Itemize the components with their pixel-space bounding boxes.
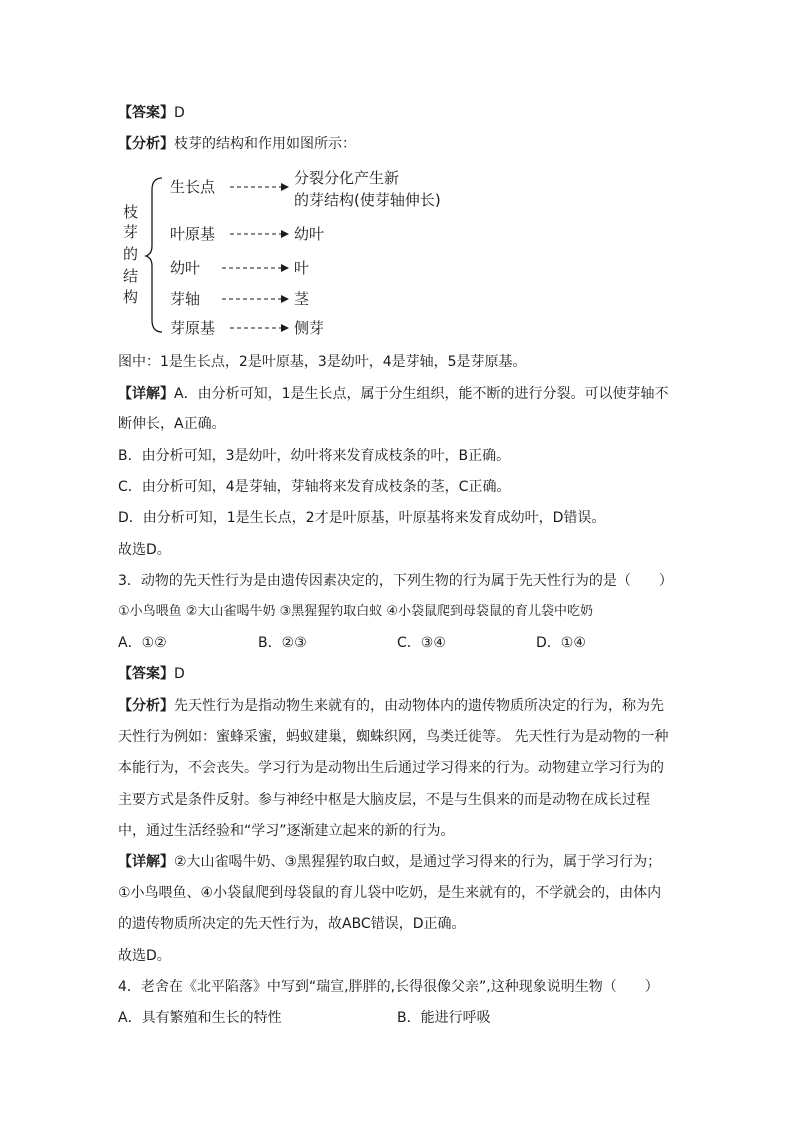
result-bud-axis: 茎: [294, 290, 310, 308]
q3-analysis-line-3: 本能行为，不会丧失。学习行为是动物出生后通过学习得来的行为。动物建立学习行为的: [118, 760, 664, 776]
q3-analysis-tag: 【分析】: [118, 698, 174, 714]
root-char-4: 结: [123, 267, 139, 285]
q3-analysis-text-1: 先天性行为是指动物生来就有的，由动物体内的遗传物质所决定的行为，称为先: [174, 698, 664, 714]
q3-answer-tag: 【答案】: [118, 666, 174, 682]
result-bud-primordium: 侧芽: [294, 319, 325, 337]
q3-detail-tag: 【详解】: [118, 854, 174, 870]
q3-answer-line: [118, 664, 185, 684]
part-growing-point: 生长点: [170, 178, 216, 196]
analysis-tag: 【分析】: [118, 136, 174, 152]
q3-answer-value: D: [174, 666, 185, 682]
result-young-leaf: 叶: [294, 259, 310, 277]
q3-option-c: C．③④: [397, 635, 446, 651]
detail-line-d: D．由分析可知，1是生长点，2才是叶原基，叶原基将来发育成幼叶，D错误。: [118, 510, 606, 526]
detail-tag: 【详解】: [118, 386, 174, 402]
q3-analysis-line-1: [118, 696, 664, 716]
detail-a1-text: A．由分析可知，1是生长点，属于分生组织，能不断的进行分裂。可以使芽轴不: [174, 386, 669, 402]
detail-line-a1: [118, 384, 668, 404]
q3-stem: 3．动物的先天性行为是由遗传因素决定的，下列生物的行为属于先天性行为的是（ ）: [118, 573, 673, 589]
q3-detail-line-3: 的遗传物质所决定的先天性行为，故ABC错误，D正确。: [118, 916, 466, 932]
part-leaf-primordium: 叶原基: [170, 225, 216, 243]
answer-tag: 【答案】: [118, 105, 174, 121]
part-bud-primordium: 芽原基: [170, 319, 216, 337]
root-char-1: 枝: [123, 203, 139, 221]
part-bud-axis: 芽轴: [170, 290, 201, 308]
result-leaf-primordium: 幼叶: [294, 225, 325, 243]
analysis-text: 枝芽的结构和作用如图所示：: [174, 136, 356, 152]
q4-stem: 4．老舍在《北平陷落》中写到“瑞宣,胖胖的,长得很像父亲”,这种现象说明生物（ ）: [118, 979, 659, 995]
root-char-5: 构: [123, 288, 139, 306]
q3-detail-text-1: ②大山雀喝牛奶、③黑猩猩钓取白蚁，是通过学习得来的行为，属于学习行为；: [174, 854, 662, 870]
bud-structure-diagram: [118, 166, 478, 346]
brace: [146, 178, 162, 332]
answer-value: D: [174, 105, 185, 121]
q4-option-b: B．能进行呼吸: [397, 1010, 491, 1026]
result-growing-point-2: 的芽结构(使芽轴伸长): [294, 191, 441, 209]
q3-detail-line-1: [118, 852, 661, 872]
root-char-2: 芽: [123, 223, 139, 241]
q3-items: ①小鸟喂鱼 ②大山雀喝牛奶 ③黑猩猩钓取白蚁 ④小袋鼠爬到母袋鼠的育儿袋中吃奶: [118, 604, 594, 619]
part-young-leaf: 幼叶: [170, 259, 201, 277]
root-char-3: 的: [123, 245, 139, 263]
analysis-line: [118, 134, 356, 154]
detail-line-a2: 断伸长，A正确。: [118, 416, 226, 432]
figure-note: 图中：1是生长点，2是叶原基，3是幼叶，4是芽轴，5是芽原基。: [118, 354, 527, 370]
q4-option-a: A．具有繁殖和生长的特性: [118, 1010, 282, 1026]
choose-line: 故选D。: [118, 542, 171, 558]
q3-analysis-line-4: 主要方式是条件反射。参与神经中枢是大脑皮层，不是与生俱来的而是动物在成长过程: [118, 792, 650, 808]
answer-line: [118, 103, 185, 123]
q3-analysis-line-2: 天性行为例如：蜜蜂采蜜，蚂蚁建巢，蜘蛛织网，鸟类迁徙等。 先天性行为是动物的一种: [118, 729, 669, 745]
detail-line-b: B．由分析可知，3是幼叶，幼叶将来发育成枝条的叶，B正确。: [118, 448, 511, 464]
q3-choose-line: 故选D。: [118, 948, 171, 964]
q3-option-a: A．①②: [118, 635, 167, 651]
q3-analysis-line-5: 中，通过生活经验和“学习”逐渐建立起来的新的行为。: [118, 823, 455, 839]
detail-line-c: C．由分析可知，4是芽轴，芽轴将来发育成枝条的茎，C正确。: [118, 479, 511, 495]
q3-option-b: B．②③: [258, 635, 307, 651]
q3-option-d: D．①④: [536, 635, 586, 651]
result-growing-point-1: 分裂分化产生新: [294, 169, 400, 187]
q3-detail-line-2: ①小鸟喂鱼、④小袋鼠爬到母袋鼠的育儿袋中吃奶，是生来就有的，不学就会的，由体内: [118, 885, 662, 901]
